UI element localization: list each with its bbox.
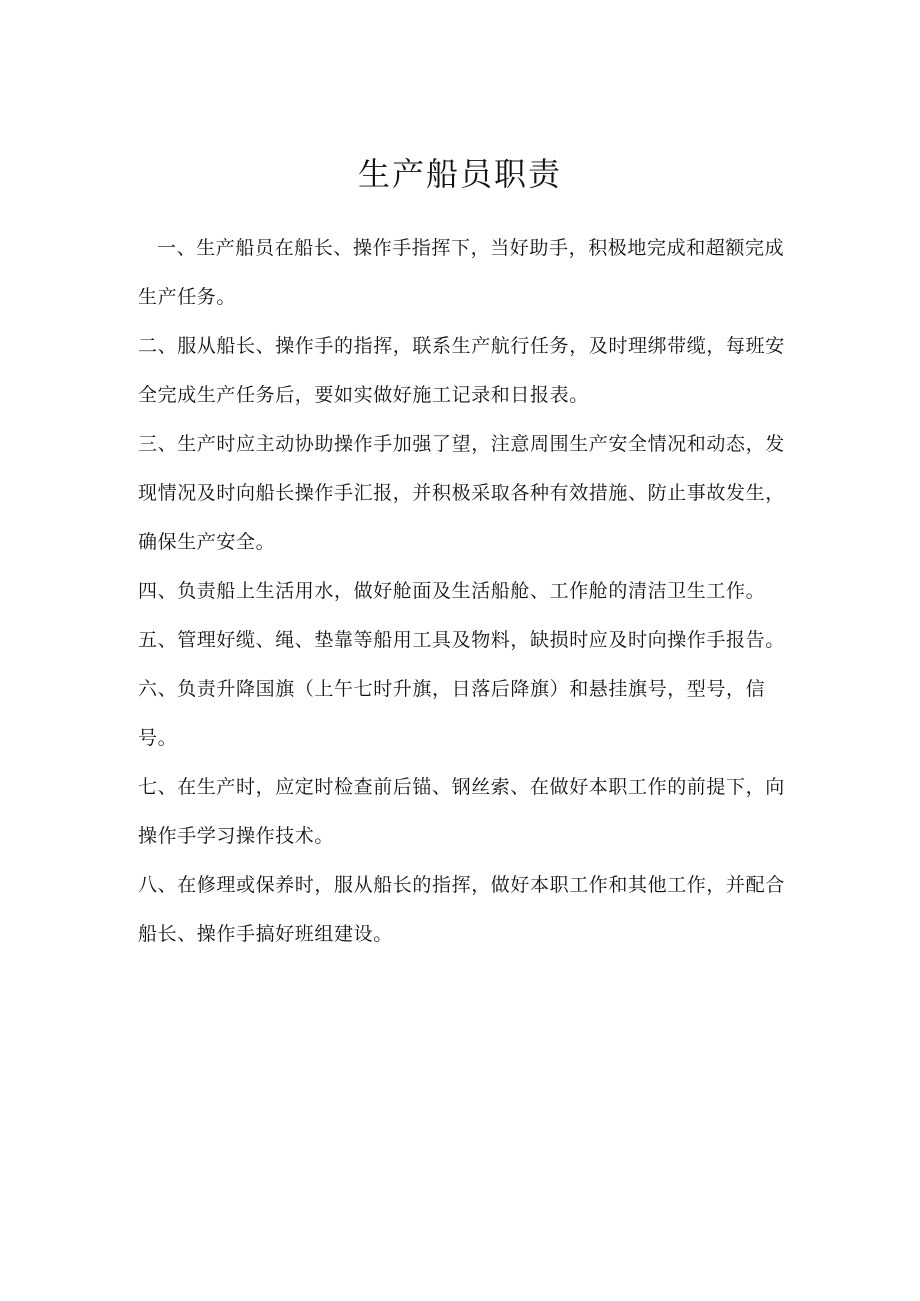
duty-paragraph-4: 四、负责船上生活用水，做好舱面及生活船舱、工作舱的清洁卫生工作。 xyxy=(138,580,766,602)
document-title: 生产船员职责 xyxy=(357,155,562,193)
duty-paragraph-8: 八、在修理或保养时，服从船长的指挥，做好本职工作和其他工作，并配合船长、操作手搞好班组建设。 xyxy=(138,874,785,945)
document-body xyxy=(138,224,798,959)
duty-paragraph-6: 六、负责升降国旗（上午七时升旗，日落后降旗）和悬挂旗号，型号，信号。 xyxy=(138,678,766,749)
duty-paragraph-5: 五、管理好缆、绳、垫靠等船用工具及物料，缺损时应及时向操作手报告。 xyxy=(138,629,785,651)
duty-paragraph-3: 三、生产时应主动协助操作手加强了望，注意周围生产安全情况和动态，发现情况及时向船长操作手汇报，并积极采取各种有效措施、防止事故发生，确保生产安全。 xyxy=(138,433,785,553)
duty-paragraph-7: 七、在生产时，应定时检查前后锚、钢丝索、在做好本职工作的前提下，向操作手学习操作技术。 xyxy=(138,776,785,847)
duty-paragraph-1: 一、生产船员在船长、操作手指挥下，当好助手，积极地完成和超额完成生产任务。 xyxy=(138,237,785,308)
duty-paragraph-2: 二、服从船长、操作手的指挥，联系生产航行任务，及时理绑带缆，每班安全完成生产任务后，要如实做好施工记录和日报表。 xyxy=(138,335,785,406)
